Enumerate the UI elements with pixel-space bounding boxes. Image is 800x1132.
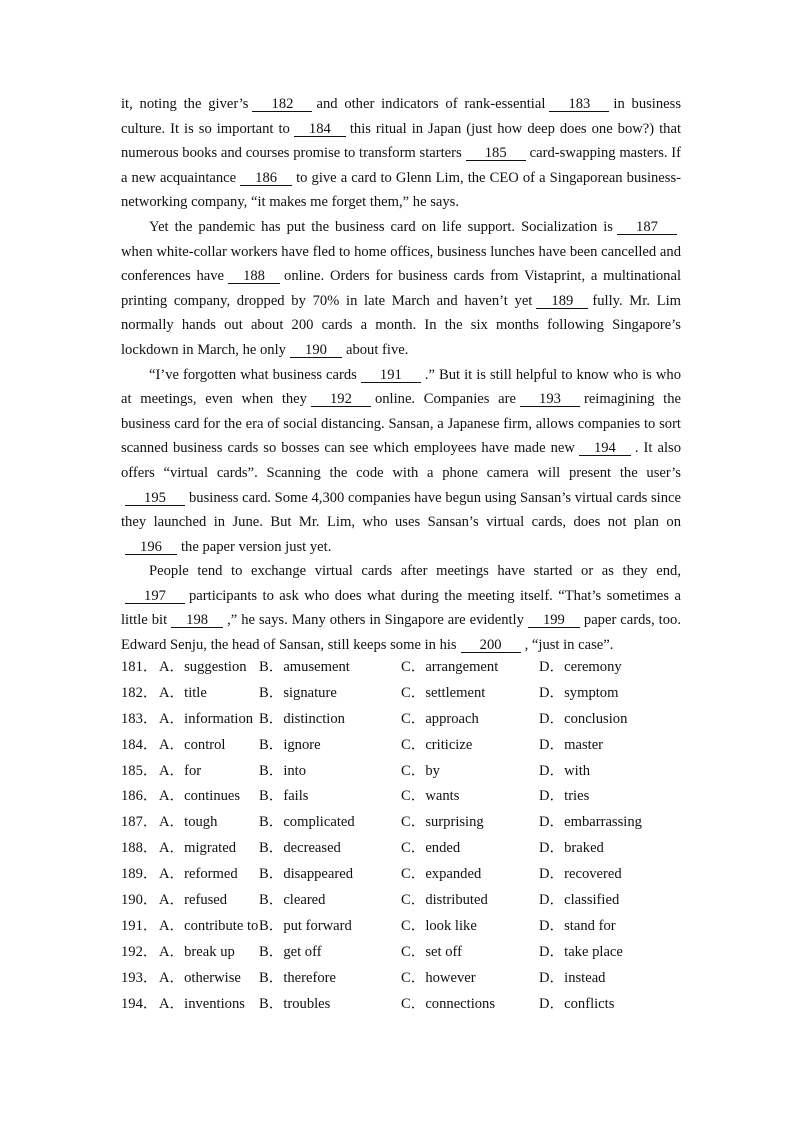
question-number: 193． xyxy=(121,969,158,986)
blank-199: 199 xyxy=(528,613,580,628)
question-row xyxy=(121,681,681,707)
question-row xyxy=(121,759,681,785)
option-a: A．inventions xyxy=(159,995,245,1012)
blank-191: 191 xyxy=(361,368,421,383)
text: , “just in case”. xyxy=(524,637,614,654)
option-a: A．information xyxy=(159,710,254,727)
option-d: D．symptom xyxy=(539,684,619,701)
blank-197: 197 xyxy=(125,589,185,604)
option-c: C．connections xyxy=(401,995,496,1012)
option-c: C．ended xyxy=(401,840,461,857)
option-c: C．however xyxy=(401,969,476,986)
option-d: D．classified xyxy=(539,892,620,909)
blank-198: 198 xyxy=(171,613,223,628)
option-a: A．contribute to xyxy=(159,917,259,934)
question-row xyxy=(121,836,681,862)
option-d: D．take place xyxy=(539,943,623,960)
option-b: B．amusement xyxy=(259,659,350,675)
question-row xyxy=(121,784,681,810)
question-number: 183． xyxy=(121,710,158,727)
option-d: D．with xyxy=(539,762,591,779)
option-b: B．fails xyxy=(259,788,309,805)
option-a: A．control xyxy=(159,736,226,753)
question-number: 194． xyxy=(121,995,158,1012)
blank-196: 196 xyxy=(125,540,177,555)
text: Yet the pandemic has put the business card on life support. Socialization is xyxy=(149,218,613,235)
text: participants to ask who does what during the meeting itself. “That’s sometimes a little bit xyxy=(121,587,681,629)
text: ,” he says. Many others in Singapore are evidently xyxy=(227,612,524,629)
option-b: B．put forward xyxy=(259,917,352,934)
question-row xyxy=(121,655,681,681)
paragraph-2 xyxy=(121,215,681,363)
question-row xyxy=(121,940,681,966)
blank-192: 192 xyxy=(311,392,371,407)
option-b: B．decreased xyxy=(259,840,341,857)
question-row xyxy=(121,992,681,1018)
blank-184: 184 xyxy=(294,122,346,137)
option-c: C．approach xyxy=(401,710,479,727)
option-c: C．surprising xyxy=(401,814,484,831)
blank-189: 189 xyxy=(536,294,588,309)
question-row xyxy=(121,707,681,733)
option-c: C．criticize xyxy=(401,736,473,753)
text: reimagining the business card for the era of social distancing. Sansan, a Japanese firm, allows companies to sort scanned business cards so bosses can see which employees have made new xyxy=(121,391,682,457)
option-d: D．master xyxy=(539,736,604,753)
option-a: A．title xyxy=(159,684,207,701)
option-a: A．continues xyxy=(159,788,241,805)
option-a: A．migrated xyxy=(159,840,237,857)
option-b: B．ignore xyxy=(259,736,321,753)
option-b: B．complicated xyxy=(259,814,355,831)
option-a: A．for xyxy=(159,762,202,779)
blank-188: 188 xyxy=(228,269,280,284)
question-number: 192． xyxy=(121,943,158,960)
blank-186: 186 xyxy=(240,171,292,186)
answer-options xyxy=(121,655,681,1017)
option-b: B．signature xyxy=(259,684,337,701)
question-row xyxy=(121,733,681,759)
option-d: D．recovered xyxy=(539,866,622,883)
blank-195: 195 xyxy=(125,491,185,506)
text: .” But it is still helpful to know who is who at meetings, even when they xyxy=(121,366,681,408)
question-number: 186． xyxy=(121,788,158,805)
text: online. Companies are xyxy=(374,391,516,408)
option-d: D．stand for xyxy=(539,917,616,934)
text: to give a card to Glenn Lim, the CEO of a Singaporean business-networking company, “it makes me forget them,” he says. xyxy=(121,169,681,211)
blank-187: 187 xyxy=(617,220,677,235)
question-number: 185． xyxy=(121,762,158,779)
question-number: 184． xyxy=(121,736,158,753)
question-row xyxy=(121,966,681,992)
text: this ritual in Japan (just how deep does one bow?) that numerous books and courses promise to transform starters xyxy=(121,120,681,162)
option-b: B．into xyxy=(259,762,307,779)
option-a: A．tough xyxy=(159,814,218,831)
option-b: B．disappeared xyxy=(259,866,354,883)
text: People tend to exchange virtual cards after meetings have started or as they end, xyxy=(149,563,681,580)
option-a: A．otherwise xyxy=(159,969,241,986)
text: in business culture. It is so important to xyxy=(121,96,681,137)
question-row xyxy=(121,888,681,914)
blank-185: 185 xyxy=(466,146,526,161)
option-d: D．instead xyxy=(539,969,606,986)
text: “I’ve forgotten what business cards xyxy=(149,366,357,383)
text: online. Orders for business cards from Vistaprint, a multinational printing company, dropped by 70% in late March and haven’t yet xyxy=(121,268,682,309)
option-b: B．therefore xyxy=(259,969,336,986)
paragraph-1 xyxy=(121,92,681,215)
option-a: A．break up xyxy=(159,943,235,960)
question-number: 190． xyxy=(121,892,158,909)
option-a: A．refused xyxy=(159,892,228,909)
option-c: C．set off xyxy=(401,943,462,960)
blank-190: 190 xyxy=(290,343,342,358)
text: . It also offers “virtual cards”. Scanning the code with a phone camera will present the user’s xyxy=(121,440,681,481)
option-d: D．embarrassing xyxy=(539,814,642,831)
option-c: C．wants xyxy=(401,788,460,805)
option-b: B．troubles xyxy=(259,995,331,1012)
option-a: A．suggestion xyxy=(159,659,247,675)
option-b: B．distinction xyxy=(259,710,345,727)
text: about five. xyxy=(345,341,409,358)
option-c: C．by xyxy=(401,762,440,779)
blank-200: 200 xyxy=(461,638,521,653)
text: card-swapping masters. If a new acquaintance xyxy=(121,145,682,186)
text: fully. Mr. Lim normally hands out about 200 cards a month. In the six months following Singapore’s lockdown in March, he only xyxy=(121,292,681,358)
question-row xyxy=(121,862,681,888)
question-number: 182． xyxy=(121,684,158,701)
question-number: 187． xyxy=(121,814,158,831)
option-c: C．expanded xyxy=(401,866,482,883)
option-c: C．look like xyxy=(401,917,477,934)
option-d: D．conclusion xyxy=(539,710,628,727)
text: and other indicators of rank-essential xyxy=(316,96,546,112)
option-d: D．braked xyxy=(539,840,604,857)
question-number: 189． xyxy=(121,866,158,883)
option-c: C．distributed xyxy=(401,892,488,909)
text: the paper version just yet. xyxy=(181,538,332,555)
question-number: 181． xyxy=(121,659,158,675)
paragraph-3 xyxy=(121,363,681,560)
text: it, noting the giver’s xyxy=(121,96,249,112)
question-number: 191． xyxy=(121,917,158,934)
option-d: D．ceremony xyxy=(539,659,622,675)
question-row xyxy=(121,914,681,940)
text: paper cards, too. Edward Senju, the head of Sansan, still keeps some in his xyxy=(121,612,681,654)
option-c: C．settlement xyxy=(401,684,486,701)
option-d: D．tries xyxy=(539,788,590,805)
passage xyxy=(121,92,681,658)
paragraph-4 xyxy=(121,559,681,657)
option-d: D．conflicts xyxy=(539,995,615,1012)
option-a: A．reformed xyxy=(159,866,238,883)
blank-193: 193 xyxy=(520,392,580,407)
blank-182: 182 xyxy=(252,97,312,112)
option-c: C．arrangement xyxy=(401,659,499,675)
option-b: B．cleared xyxy=(259,892,326,909)
option-b: B．get off xyxy=(259,943,322,960)
text: business card. Some 4,300 companies have begun using Sansan’s virtual cards since they launched in June. But Mr. Lim, who uses Sansan’s virtual cards, does not plan on xyxy=(121,489,681,531)
blank-194: 194 xyxy=(579,441,631,456)
blank-183: 183 xyxy=(549,97,609,112)
text: when white-collar workers have fled to home offices, business lunches have been cancelled and conferences have xyxy=(121,243,681,285)
question-row xyxy=(121,810,681,836)
question-number: 188． xyxy=(121,840,158,857)
